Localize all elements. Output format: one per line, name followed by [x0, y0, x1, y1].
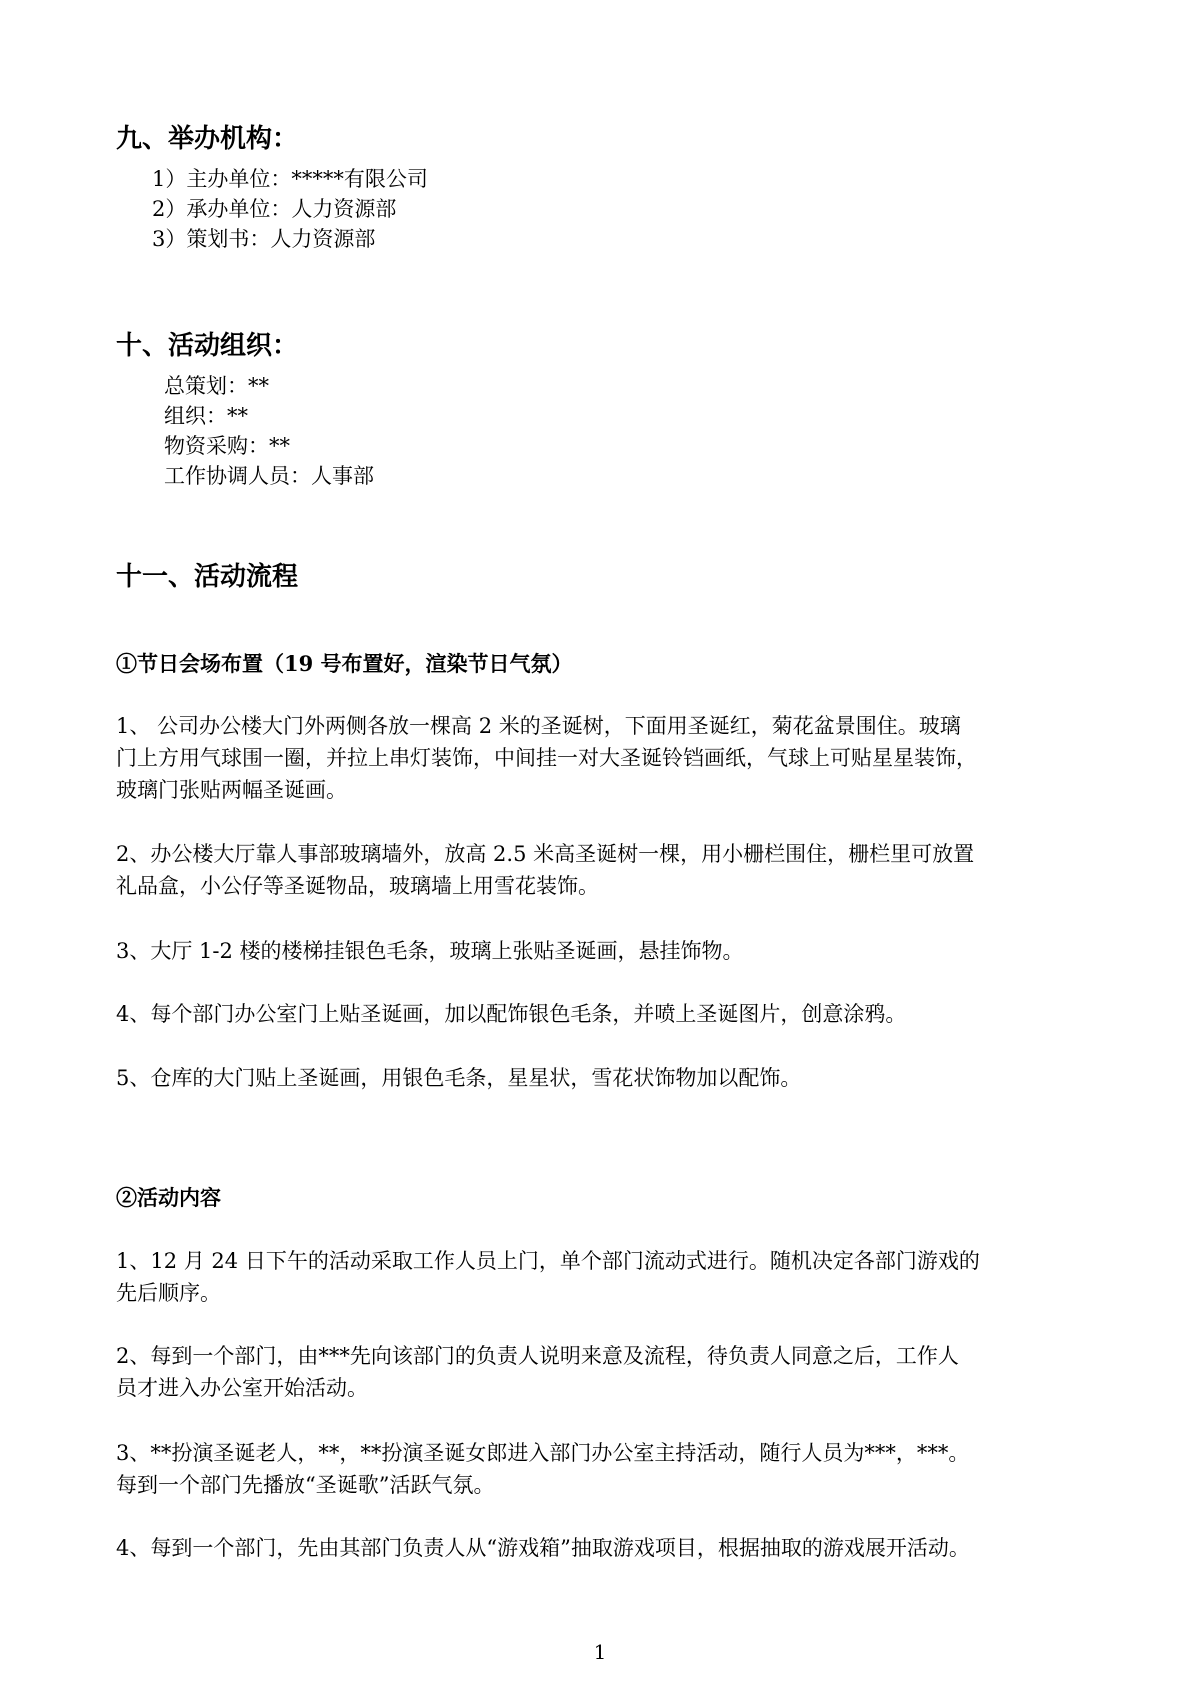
- paragraph-line: 玻璃门张贴两幅圣诞画。: [116, 778, 347, 802]
- paragraph-line: 2、每到一个部门，由***先向该部门的负责人说明来意及流程，待负责人同意之后，工作人: [116, 1344, 959, 1368]
- part-1-paragraph-2: [116, 838, 1096, 902]
- section-9-item: 3）策划书：人力资源部: [152, 227, 376, 251]
- part-2-paragraph-4: [116, 1532, 1096, 1564]
- paragraph-line: 门上方用气球围一圈，并拉上串灯装饰，中间挂一对大圣诞铃铛画纸，气球上可贴星星装饰，: [116, 746, 977, 770]
- paragraph-line: 3、大厅 1-2 楼的楼梯挂银色毛条，玻璃上张贴圣诞画，悬挂饰物。: [116, 939, 744, 963]
- section-9-item: 2）承办单位：人力资源部: [152, 197, 397, 221]
- paragraph-line: 5、仓库的大门贴上圣诞画，用银色毛条，星星状，雪花状饰物加以配饰。: [116, 1066, 802, 1090]
- section-10-title: 十、活动组织：: [116, 331, 299, 361]
- section-9-title: 九、举办机构：: [116, 124, 299, 154]
- part-1-paragraph-1: [116, 710, 1096, 806]
- part-2-title: ②活动内容: [116, 1185, 221, 1210]
- paragraph-line: 礼品盒，小公仔等圣诞物品，玻璃墙上用雪花装饰。: [116, 874, 599, 898]
- part-2-paragraph-3: [116, 1437, 1096, 1501]
- paragraph-line: 员才进入办公室开始活动。: [116, 1376, 368, 1400]
- paragraph-line: 4、每个部门办公室门上贴圣诞画，加以配饰银色毛条，并喷上圣诞图片，创意涂鸦。: [116, 1002, 907, 1026]
- section-10-item: 组织：**: [164, 404, 248, 428]
- paragraph-line: 1、 公司办公楼大门外两侧各放一棵高 2 米的圣诞树，下面用圣诞红，菊花盆景围住。玻璃: [116, 714, 961, 738]
- paragraph-line: 4、每到一个部门，先由其部门负责人从“游戏箱”抽取游戏项目，根据抽取的游戏展开活动。: [116, 1536, 970, 1560]
- part-1-paragraph-5: [116, 1062, 1096, 1094]
- paragraph-line: 2、办公楼大厅靠人事部玻璃墙外，放高 2.5 米高圣诞树一棵，用小栅栏围住，栅栏里可放置: [116, 842, 975, 866]
- section-11-title: 十一、活动流程: [116, 562, 299, 592]
- page-number: 1: [593, 1640, 607, 1664]
- paragraph-line: 3、**扮演圣诞老人，**，**扮演圣诞女郎进入部门办公室主持活动，随行人员为***，***。: [116, 1441, 970, 1465]
- part-2-paragraph-1: [116, 1245, 1096, 1309]
- section-9-item: 1）主办单位：*****有限公司: [152, 167, 428, 191]
- section-10-item: 物资采购：**: [164, 434, 290, 458]
- part-2-paragraph-2: [116, 1340, 1096, 1404]
- part-1-paragraph-3: [116, 935, 1096, 967]
- section-10-item: 总策划：**: [164, 374, 269, 398]
- paragraph-line: 先后顺序。: [116, 1281, 221, 1305]
- paragraph-line: 1、12 月 24 日下午的活动采取工作人员上门，单个部门流动式进行。随机决定各部门游戏的: [116, 1249, 980, 1273]
- paragraph-line: 每到一个部门先播放“圣诞歌”活跃气氛。: [116, 1473, 495, 1497]
- part-1-title: ①节日会场布置（19 号布置好，渲染节日气氛）: [116, 651, 573, 676]
- part-1-paragraph-4: [116, 998, 1096, 1030]
- section-10-item: 工作协调人员：人事部: [164, 464, 374, 488]
